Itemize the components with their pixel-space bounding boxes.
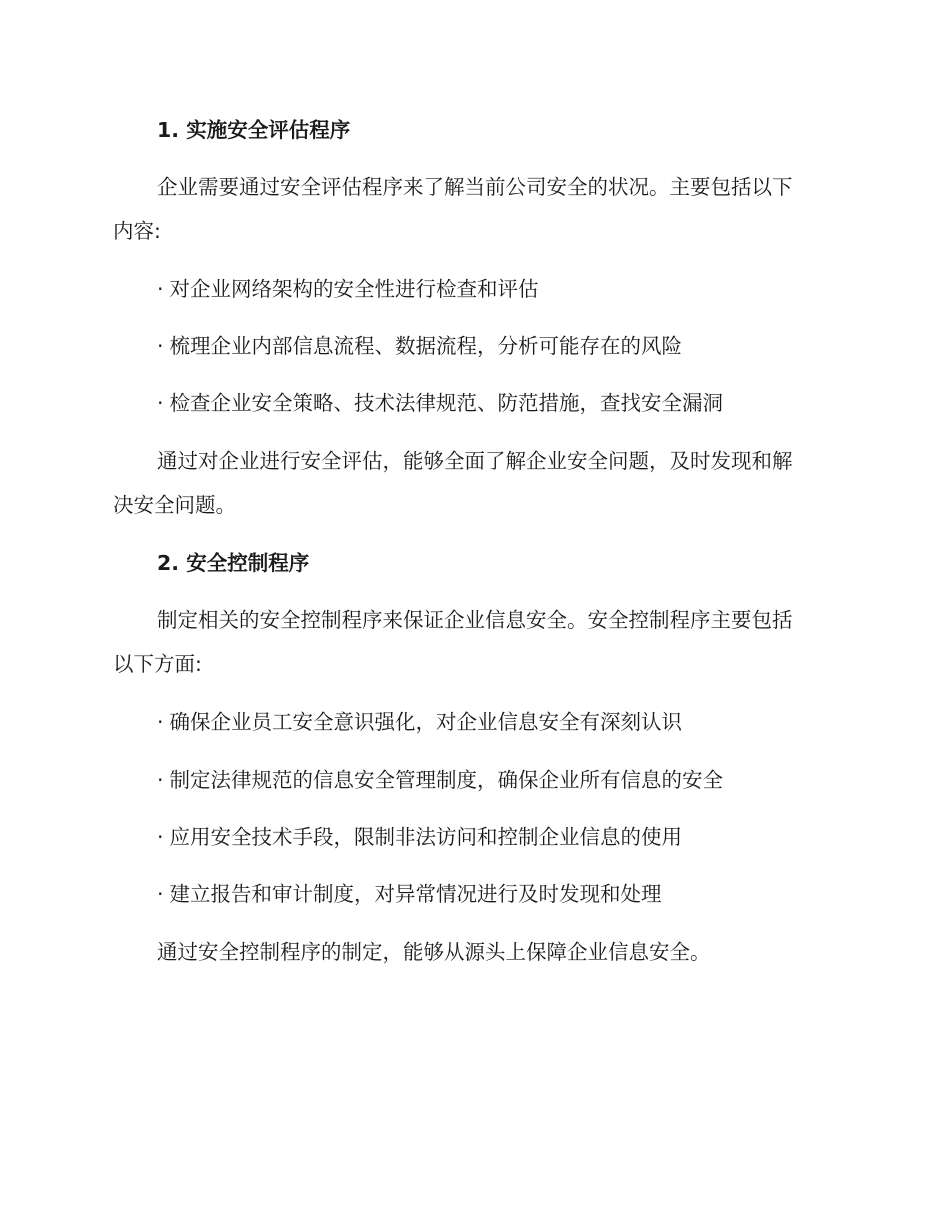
bullet-text: 制定法律规范的信息安全管理制度，确保企业所有信息的安全 (169, 768, 724, 792)
paragraph-line: 制定相关的安全控制程序来保证企业信息安全。安全控制程序主要包括 (157, 608, 793, 632)
bullet-item (157, 277, 837, 301)
section-heading: 1. 实施安全评估程序 (157, 118, 351, 142)
bullet-text: 确保企业员工安全意识强化，对企业信息安全有深刻认识 (169, 710, 683, 734)
bullet-marker: · (157, 391, 164, 415)
bullet-item (157, 710, 837, 734)
bullet-item (157, 391, 837, 415)
bullet-marker: · (157, 334, 164, 358)
bullet-marker: · (157, 882, 164, 906)
bullet-marker: · (157, 825, 164, 849)
bullet-marker: · (157, 768, 164, 792)
bullet-item (157, 768, 837, 792)
bullet-text: 应用安全技术手段，限制非法访问和控制企业信息的使用 (169, 825, 683, 849)
paragraph-line: 决安全问题。 (113, 493, 236, 517)
paragraph-line: 通过对企业进行安全评估，能够全面了解企业安全问题，及时发现和解 (157, 449, 793, 473)
paragraph-line: 企业需要通过安全评估程序来了解当前公司安全的状况。主要包括以下 (157, 175, 793, 199)
bullet-item (157, 882, 837, 906)
bullet-item (157, 334, 837, 358)
bullet-text: 梳理企业内部信息流程、数据流程，分析可能存在的风险 (169, 334, 683, 358)
bullet-text: 检查企业安全策略、技术法律规范、防范措施，查找安全漏洞 (169, 391, 724, 415)
bullet-marker: · (157, 277, 164, 301)
paragraph-line: 通过安全控制程序的制定，能够从源头上保障企业信息安全。 (157, 940, 711, 964)
bullet-text: 建立报告和审计制度，对异常情况进行及时发现和处理 (169, 882, 662, 906)
bullet-item (157, 825, 837, 849)
paragraph-line: 内容: (113, 219, 161, 243)
bullet-marker: · (157, 710, 164, 734)
bullet-text: 对企业网络架构的安全性进行检查和评估 (169, 277, 539, 301)
paragraph-line: 以下方面: (113, 652, 202, 676)
section-heading: 2. 安全控制程序 (157, 551, 310, 575)
